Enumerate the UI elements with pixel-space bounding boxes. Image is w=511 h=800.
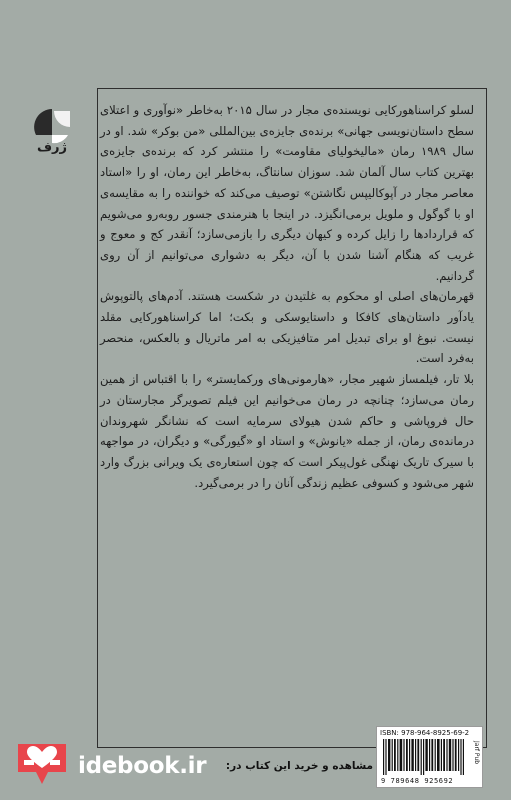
promo-brand: idebook.ir xyxy=(78,753,207,779)
publisher-code: Jarf Pub xyxy=(473,741,480,765)
back-cover-blurb xyxy=(100,100,474,493)
barcode-digits: 9 789648 925692 xyxy=(381,777,454,785)
publisher-name: ژرف xyxy=(36,140,68,155)
heart-book-logo-icon xyxy=(12,738,72,790)
isbn-number: ISBN: 978-964-8925-69-2 xyxy=(380,729,470,737)
promo-tagline: مشاهده و خرید این کتاب در: xyxy=(225,760,373,772)
barcode-icon xyxy=(383,739,465,775)
blurb-paragraph: قهرمان‌های اصلی او محکوم به غلتیدن در شکست هستند. آدم‌های پالتوپوش یادآور داستان‌های کافکا و داستایوسکی و بکت؛ اما کراسناهورکایی مقلد نیست. نبوغ او برای تبدیل امر متافیزیکی به امر ماتریال و بالعکس، منحصر به‌فرد است. xyxy=(100,289,474,366)
blurb-paragraph: بلا تار، فیلمساز شهیر مجار، «هارمونی‌های ورکمایستر» را با اقتباس از همین رمان می‌سازد؛ چنانچه در رمان می‌خوانیم این فیلم تصویرگر مجارستان در حال فروپاشی و حاکم شدن هیولای سرمایه است که نشانگر شهروندان درمانده‌ی رمان، از جمله «یانوش» و استاد او «گیورگی» و دیگران، در مواجهه با سیرک تاریک نهنگی غول‌پیکر است که چون استعاره‌ی یک ویرانی بزرگ وارد شهر می‌شود و کسوفی عظیم زندگی آنان را در برمی‌گیرد. xyxy=(100,372,474,490)
blurb-paragraph: لسلو کراسناهورکایی نویسنده‌ی مجار در سال ۲۰۱۵ به‌خاطر «نوآوری و اعتلای سطح داستان‌نویسی جهانی» برنده‌ی جایزه‌ی بین‌المللی «من بوکر» شد. او در سال ۱۹۸۹ رمان «مالیخولیای مقاومت» را منتشر کرد که برنده‌ی جایزه‌ی بهترین کتاب سال آلمان شد. سوزان سانتاگ، به‌خاطر این رمان، او را «استاد معاصر مجار در آپوکالیپس نگاشتن» توصیف می‌کند که خواننده را به مقایسه‌ی او با گوگول و ملویل برمی‌انگیزد. در اینجا با هنرمندی جسور روبه‌رو می‌شویم که قراردادها را زایل کرده و کیهان دیگری را بازمی‌سازد؛ آنقدر کج و معوج و غریب که هنگام آشنا شدن با آن، دیگر به دشواری می‌توانیم از آن روی گردانیم. xyxy=(100,103,474,283)
barcode-label xyxy=(376,726,483,788)
